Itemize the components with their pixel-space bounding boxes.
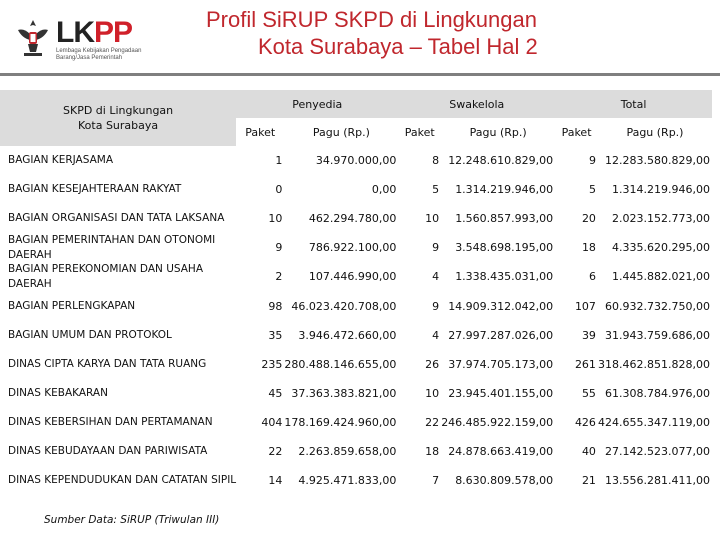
group-header-total: Total	[620, 97, 647, 111]
skpd-name-cell	[0, 321, 236, 350]
paket-cell: 40	[581, 444, 596, 458]
pagu-cell: 12.283.580.829,00	[605, 154, 710, 168]
subheader-paket: Paket	[404, 125, 435, 139]
pagu-cell: 4.925.471.833,00	[298, 474, 397, 488]
paket-cell: 2	[275, 270, 283, 284]
pagu-cell: 1.314.219.946,00	[612, 183, 710, 197]
skpd-name: BAGIAN PEREKONOMIAN DAN USAHA	[8, 263, 204, 276]
skpd-table-container	[0, 90, 720, 500]
paket-cell: 6	[588, 270, 596, 284]
pagu-cell: 13.556.281.411,00	[605, 474, 710, 488]
skpd-name-cell	[0, 291, 236, 320]
pagu-cell: 12.248.610.829,00	[448, 154, 554, 168]
pagu-cell: 0,00	[371, 183, 397, 197]
pagu-cell: 37.974.705.173,00	[448, 357, 554, 371]
pagu-cell: 8.630.809.578,00	[455, 474, 554, 488]
pagu-cell: 462.294.780,00	[308, 212, 397, 226]
group-header-penyedia: Penyedia	[292, 97, 343, 111]
paket-cell: 107	[574, 299, 596, 313]
table-row	[0, 408, 712, 437]
pagu-cell: 4.335.620.295,00	[612, 241, 710, 255]
paket-cell: 10	[268, 212, 283, 226]
paket-cell: 55	[581, 386, 596, 400]
skpd-name: BAGIAN PEMERINTAHAN DAN OTONOMI	[8, 234, 216, 247]
title-line-1: Profil SiRUP SKPD di Lingkungan	[206, 7, 537, 32]
logo-wordmark: LKPP	[56, 16, 133, 49]
skpd-name: DINAS KEPENDUDUKAN DAN CATATAN SIPIL	[8, 474, 237, 487]
paket-cell: 4	[432, 328, 440, 342]
skpd-name-cell	[0, 262, 236, 291]
subheader-pagu: Pagu (Rp.)	[626, 125, 684, 139]
skpd-name: BAGIAN ORGANISASI DAN TATA LAKSANA	[8, 212, 225, 225]
pagu-cell: 61.308.784.976,00	[605, 386, 710, 400]
paket-cell: 9	[588, 154, 596, 168]
subheader-pagu: Pagu (Rp.)	[312, 125, 370, 139]
paket-cell: 0	[275, 183, 283, 197]
paket-cell: 20	[581, 212, 596, 226]
pagu-cell: 1.445.882.021,00	[612, 270, 710, 284]
pagu-cell: 318.462.851.828,00	[598, 357, 710, 371]
subheader-paket: Paket	[561, 125, 592, 139]
table-row	[0, 437, 712, 466]
pagu-cell: 786.922.100,00	[308, 241, 397, 255]
paket-cell: 404	[261, 415, 283, 429]
garuda-emblem-icon	[16, 18, 50, 58]
pagu-cell: 2.023.152.773,00	[612, 212, 710, 226]
table-row	[0, 350, 712, 379]
paket-cell: 5	[588, 183, 596, 197]
paket-cell: 18	[425, 444, 440, 458]
paket-cell: 14	[268, 474, 283, 488]
table-row	[0, 175, 712, 204]
table-row	[0, 379, 712, 408]
paket-cell: 45	[268, 386, 283, 400]
skpd-name: DINAS KEBUDAYAAN DAN PARIWISATA	[8, 445, 208, 458]
skpd-name-cell	[0, 437, 236, 466]
paket-cell: 10	[425, 212, 440, 226]
pagu-cell: 107.446.990,00	[308, 270, 397, 284]
pagu-cell: 60.932.732.750,00	[605, 299, 710, 313]
paket-cell: 39	[581, 328, 596, 342]
skpd-name-cell	[0, 379, 236, 408]
paket-cell: 261	[574, 357, 596, 371]
table-row	[0, 466, 712, 495]
paket-cell: 4	[432, 270, 440, 284]
paket-cell: 7	[432, 474, 440, 488]
pagu-cell: 27.142.523.077,00	[605, 444, 710, 458]
skpd-name: BAGIAN UMUM DAN PROTOKOL	[8, 328, 172, 341]
subheader-pagu: Pagu (Rp.)	[469, 125, 527, 139]
skpd-name: BAGIAN KESEJAHTERAAN RAKYAT	[8, 183, 182, 196]
pagu-cell: 246.485.922.159,00	[441, 415, 554, 429]
paket-cell: 98	[268, 299, 283, 313]
table-row	[0, 291, 712, 320]
paket-cell: 9	[432, 299, 440, 313]
paket-cell: 22	[268, 444, 283, 458]
table-row	[0, 146, 712, 175]
pagu-cell: 1.314.219.946,00	[455, 183, 554, 197]
skpd-name-cell	[0, 408, 236, 437]
title-line-2: Kota Surabaya – Tabel Hal 2	[258, 34, 538, 59]
pagu-cell: 1.560.857.993,00	[455, 212, 554, 226]
paket-cell: 426	[574, 415, 596, 429]
table-row	[0, 233, 712, 262]
skpd-table	[0, 90, 712, 495]
page-title	[180, 6, 620, 60]
paket-cell: 5	[432, 183, 440, 197]
pagu-cell: 1.338.435.031,00	[455, 270, 554, 284]
paket-cell: 18	[581, 241, 596, 255]
paket-cell: 26	[425, 357, 440, 371]
lkpp-logo	[16, 14, 176, 64]
group-header-row	[0, 90, 712, 118]
table-row	[0, 204, 712, 233]
pagu-cell: 23.945.401.155,00	[448, 386, 554, 400]
skpd-name: DINAS CIPTA KARYA DAN TATA RUANG	[8, 357, 207, 370]
skpd-name: DINAS KEBERSIHAN DAN PERTAMANAN	[8, 416, 213, 429]
paket-cell: 35	[268, 328, 283, 342]
pagu-cell: 27.997.287.026,00	[448, 328, 554, 342]
paket-cell: 9	[432, 241, 440, 255]
pagu-cell: 424.655.347.119,00	[598, 415, 710, 429]
pagu-cell: 14.909.312.042,00	[448, 299, 554, 313]
slide-header	[0, 0, 720, 72]
paket-cell: 10	[425, 386, 440, 400]
header-divider	[0, 73, 720, 76]
skpd-name-cell	[0, 204, 236, 233]
paket-cell: 22	[425, 415, 440, 429]
pagu-cell: 46.023.420.708,00	[291, 299, 397, 313]
pagu-cell: 37.363.383.821,00	[291, 386, 397, 400]
table-row	[0, 262, 712, 291]
table-body	[0, 146, 712, 495]
table-row	[0, 321, 712, 350]
logo-subtitle: Lembaga Kebijakan Pengadaan Barang/Jasa Pemerintah	[56, 48, 142, 61]
pagu-cell: 280.488.146.655,00	[284, 357, 397, 371]
paket-cell: 1	[275, 154, 283, 168]
pagu-cell: 3.946.472.660,00	[298, 328, 397, 342]
source-note: Sumber Data: SiRUP (Triwulan III)	[44, 514, 220, 526]
subheader-paket: Paket	[245, 125, 276, 139]
skpd-name-cell	[0, 233, 236, 262]
paket-cell: 235	[261, 357, 283, 371]
corner-header: SKPD di Lingkungan Kota Surabaya	[0, 90, 236, 146]
skpd-name: DAERAH	[8, 248, 52, 261]
skpd-name-cell	[0, 466, 236, 495]
paket-cell: 9	[275, 241, 283, 255]
pagu-cell: 24.878.663.419,00	[448, 444, 554, 458]
group-header-swakelola: Swakelola	[449, 97, 505, 111]
paket-cell: 21	[581, 474, 596, 488]
skpd-name-cell	[0, 175, 236, 204]
pagu-cell: 2.263.859.658,00	[298, 444, 397, 458]
paket-cell: 8	[432, 154, 440, 168]
skpd-name: BAGIAN PERLENGKAPAN	[8, 299, 136, 312]
skpd-name-cell	[0, 350, 236, 379]
skpd-name-cell	[0, 146, 236, 175]
pagu-cell: 34.970.000,00	[315, 154, 397, 168]
skpd-name: DAERAH	[8, 277, 52, 290]
skpd-name: DINAS KEBAKARAN	[8, 387, 108, 400]
skpd-name: BAGIAN KERJASAMA	[8, 154, 114, 167]
pagu-cell: 3.548.698.195,00	[455, 241, 554, 255]
pagu-cell: 31.943.759.686,00	[605, 328, 710, 342]
pagu-cell: 178.169.424.960,00	[284, 415, 397, 429]
